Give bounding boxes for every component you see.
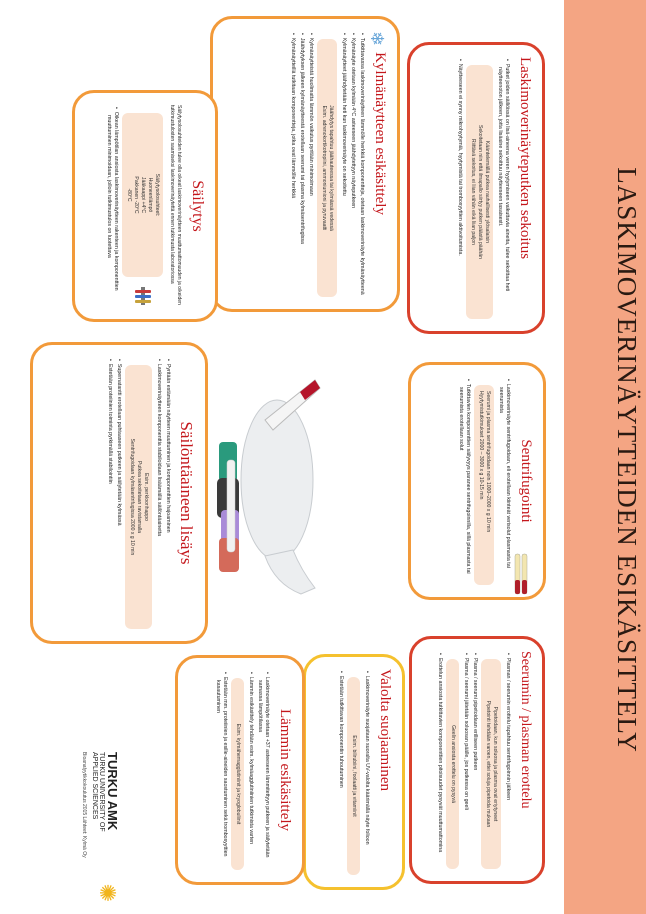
card-erottelu-title: Seerumin / plasman erottelu: [518, 651, 533, 809]
institution-sub2: APPLIED SCIENCES: [91, 752, 98, 820]
erottelu-bullet: • Plasman / seerumin erottelu tapahtuu sentrifugoinnin jälkeen: [504, 661, 511, 869]
sailytys-text: Säilytysolosuhteiden tulee olla oikeat laskimoverinäytteen muuttumattomuuden ja oikeiden tutkimustulosten saamiseksi laskimoverinäytettä ennen tutkimusta laboratoriossa: [169, 105, 183, 305]
institution-authors: Bioanalyytikkokoulutus 2015 Lähteet: Kylmä Oy: [81, 752, 87, 858]
valolta-bullet: • Laskimoverinäyte suojataan suoralta UV-valolta käärimällä näyte folioon: [363, 679, 370, 875]
lisays-bullet: • Laskimoverinäytteen komponenttia stabiloidaan lisäämällä säilöntäainetta: [155, 367, 162, 629]
sentrifugointi-sub-line: Hyytymistutkimukset 2000 – 3000 x g 10-15 min: [478, 391, 485, 500]
lammin-sub: [231, 678, 244, 870]
kylma-sub-line: Esim. adrenokortikotropiini, ammoniumioni ja pyruvaatti: [320, 105, 327, 231]
sailytys-footer: • Oikean lämpötilan ansiosta laskimoverinäytteen rakenteen ja komponenttien muuttuminen minimoidaan, jolloin tutkimustulos on luotettava: [105, 115, 119, 307]
kylma-bullet: • Jäähdytyksen jälkeen kylmänäytteestä erotellaan seerumi tai plasma kylmäsentrifugissa: [298, 41, 305, 297]
sekoitus-bullet: • Putket joiden säiliöissä on lisä-aineena veren hyytymiseen vaikuttavia aineita, tulee sekoittaa heti näytteenoton jälkeen, jotta lisäaine sekoittuu näytteeseen tasaisesti.: [496, 67, 510, 319]
erottelu-bullet: • Plasma / seerumi jätetään soluosan päälle, jos putkessa on geeli: [462, 661, 469, 869]
institution-sub1: TURKU UNIVERSITY OF: [98, 752, 105, 832]
kylma-bullet: • Tutkittavassa laskimoverinäytteen lämmölle herkkiä komponentteja, otetaan laskimoverinäyte kylmänäytteenä: [358, 41, 365, 297]
kylma-bullet: • Kylmänäytteistä huolimatta lämmön vaikutus pyritään minimoimaan: [307, 41, 314, 297]
lammin-sub-line: Esim. kylmähemagglutiniinit ja kryoglobuliinit: [234, 723, 241, 825]
sekoitus-sub-line: Sekoitetaan niin että ilmapallo siirtyy putken päästä päähän: [477, 125, 484, 259]
card-valolta: [303, 654, 405, 890]
lisays-footer: • Estetään proteiinien toiminta pyrkimällä stabilointiin: [106, 367, 113, 629]
test-tube-rack-icon: [132, 285, 154, 307]
sailytys-sub-line: Pakkanen -20°C: [133, 176, 140, 214]
sailytys-sub-line: -80°C: [126, 188, 133, 202]
erottelu-sub-line: Pipetoidaan, kun soluosa ja plasma ovat eriytyneet: [492, 706, 499, 822]
kylma-bullet: • Kylmänäytteet jäähdytetään heti kun laskimoverinäyte on sekoitettu: [340, 41, 347, 297]
card-valolta-title: Valolta suojaaminen: [377, 669, 393, 792]
card-lammin-title: Lämmin esikäsittely: [277, 708, 293, 832]
erottelu-sub-2: [446, 659, 459, 869]
sentrifugointi-bullet: • Laskimoverinäyte sentrifugoidaan, eli erotellaan kiinteät verisolut plasmasta tai seerumista: [497, 387, 511, 585]
institution-block: [20, 752, 120, 902]
lisays-sub-line: Esim. perkloorihappo: [142, 473, 149, 521]
lisays-sub: [125, 365, 152, 629]
centrifuge-tubes-icon: [512, 550, 530, 600]
lisays-sub-line: Sentrifugoidaan kylmäsentrifugissa 2000 x g 10 min: [129, 438, 136, 556]
kylma-sub: [317, 39, 337, 297]
kylma-footer: • Kylmänäytteillä tutkitaan komponentteja, jotka ovat lämmölle herkkiä: [289, 41, 296, 297]
snowflake-icon: ❄: [366, 31, 387, 47]
sentrifugointi-sub-line: Seerumi ja plasma sentrifugoidaan noin 1000–2000 x g 10 min: [484, 391, 491, 533]
card-sekoitus-title: Laskimoverinäyteputken sekoitus: [517, 57, 533, 260]
gloved-hand-test-tubes-illustration: [205, 360, 325, 600]
sailytys-sub-line: Säilytysolosuhteet:: [153, 173, 160, 217]
card-kylma-title: Kylmänäytteen esikäsittely: [372, 52, 388, 215]
valolta-footer: • Estetään tutkittavan komponentin tuhoutuminen: [337, 679, 344, 875]
card-sekoitus: [407, 42, 545, 334]
sekoitus-sub-line: Kääntelemällä putkea rauhallisesti ylösalaisin: [483, 140, 490, 244]
lisays-bullet: • Pyritään estämään näytteen muuttuminen ja komponenttien hajoaminen: [164, 367, 171, 629]
sailytys-sub-line: Huoneenlämpö: [146, 177, 153, 213]
lisays-bullet: • Supernatantti erotellaan puhtaaseen putkeen ja säilytetään kylmässä: [115, 367, 122, 629]
card-lisays: [30, 342, 208, 644]
card-kylma: [210, 16, 400, 312]
sun-logo-icon: ✺: [95, 883, 120, 902]
card-sailytys-title: Säilytys: [189, 180, 206, 232]
sekoitus-sub: [466, 65, 493, 319]
erottelu-sub-line: Geelin ansiosta erottelu on pysyvä: [450, 725, 457, 803]
sentrifugointi-sub: [474, 385, 494, 585]
lammin-footer: • Estetään mm. proteiinien ja esille-aineiden saostuminen sekä trombosyyttien kasautuminen: [214, 680, 228, 870]
institution-name: TURKU AMK: [105, 752, 120, 831]
sailytys-sub: [122, 113, 162, 277]
kylma-sub-line: Jäähdytys tapahtuu jäähauteessa tai kylmässä vedessä: [327, 105, 334, 231]
erottelu-sub: [481, 659, 501, 869]
lammin-bullet: • Lämmin esikäsittely tehdään esim. kylmäagglutiniinien tutkimista varten: [247, 680, 254, 870]
lisays-sub-line: Putkea sekoitetaan ravistamalla: [136, 461, 142, 533]
erottelu-footer: • Erottelun ansiosta tutkittavien komponenttien pitoisuudet pysyvät muuttumattomina: [436, 661, 443, 869]
sailytys-sub-line: Jääkaappi +4°C: [139, 176, 146, 214]
card-lammin: [175, 655, 305, 885]
card-erottelu: [409, 636, 545, 884]
sentrifugointi-footer: • Tutkittavien komponenttien säilyvyys paranee sentrifugoinnilla, sillä plasmasta tai seerumista erotellaan solut: [457, 387, 471, 585]
card-sentrifugointi-title: Sentrifugointi: [518, 439, 534, 523]
page-title: LASKIMOVERINÄYTTEIDEN ESIKÄSITTELY: [612, 167, 642, 753]
card-lisays-title: Säilöntäaineen lisäys: [177, 421, 196, 565]
valolta-sub-line: Esim. bilirubiini, foolaatti ja vitamiinit: [351, 735, 358, 817]
erottelu-bullet: • Plasma / seerumi pipetoidaan erilliseen putkeen: [471, 661, 478, 869]
card-sailytys: [72, 90, 218, 322]
kylma-bullet: • Kylmänäyte otetaan kylmään 4°C asteeseen jäähdytettyyn näyteputkeen: [349, 41, 356, 297]
sekoitus-sub-line: Riittävä sekoitus, ei liian vähän eikä liian paljon: [470, 139, 477, 245]
lammin-bullet: • Laskimoverinäyte otetaan +37 asteeseen lämmitettyyn putkeen ja säilytetään samassa lämpötilassa: [256, 680, 270, 870]
erottelu-sub-line: Pipetointi tehdään varoen, ettei soluja pipetoida mukaan: [485, 700, 492, 828]
sekoitus-bullet: • Näytteeseen ei synny mikrohyytymiä, hyytymistä tai trombosyyttien aktivoitumista.: [456, 67, 463, 319]
valolta-sub: [347, 677, 360, 875]
